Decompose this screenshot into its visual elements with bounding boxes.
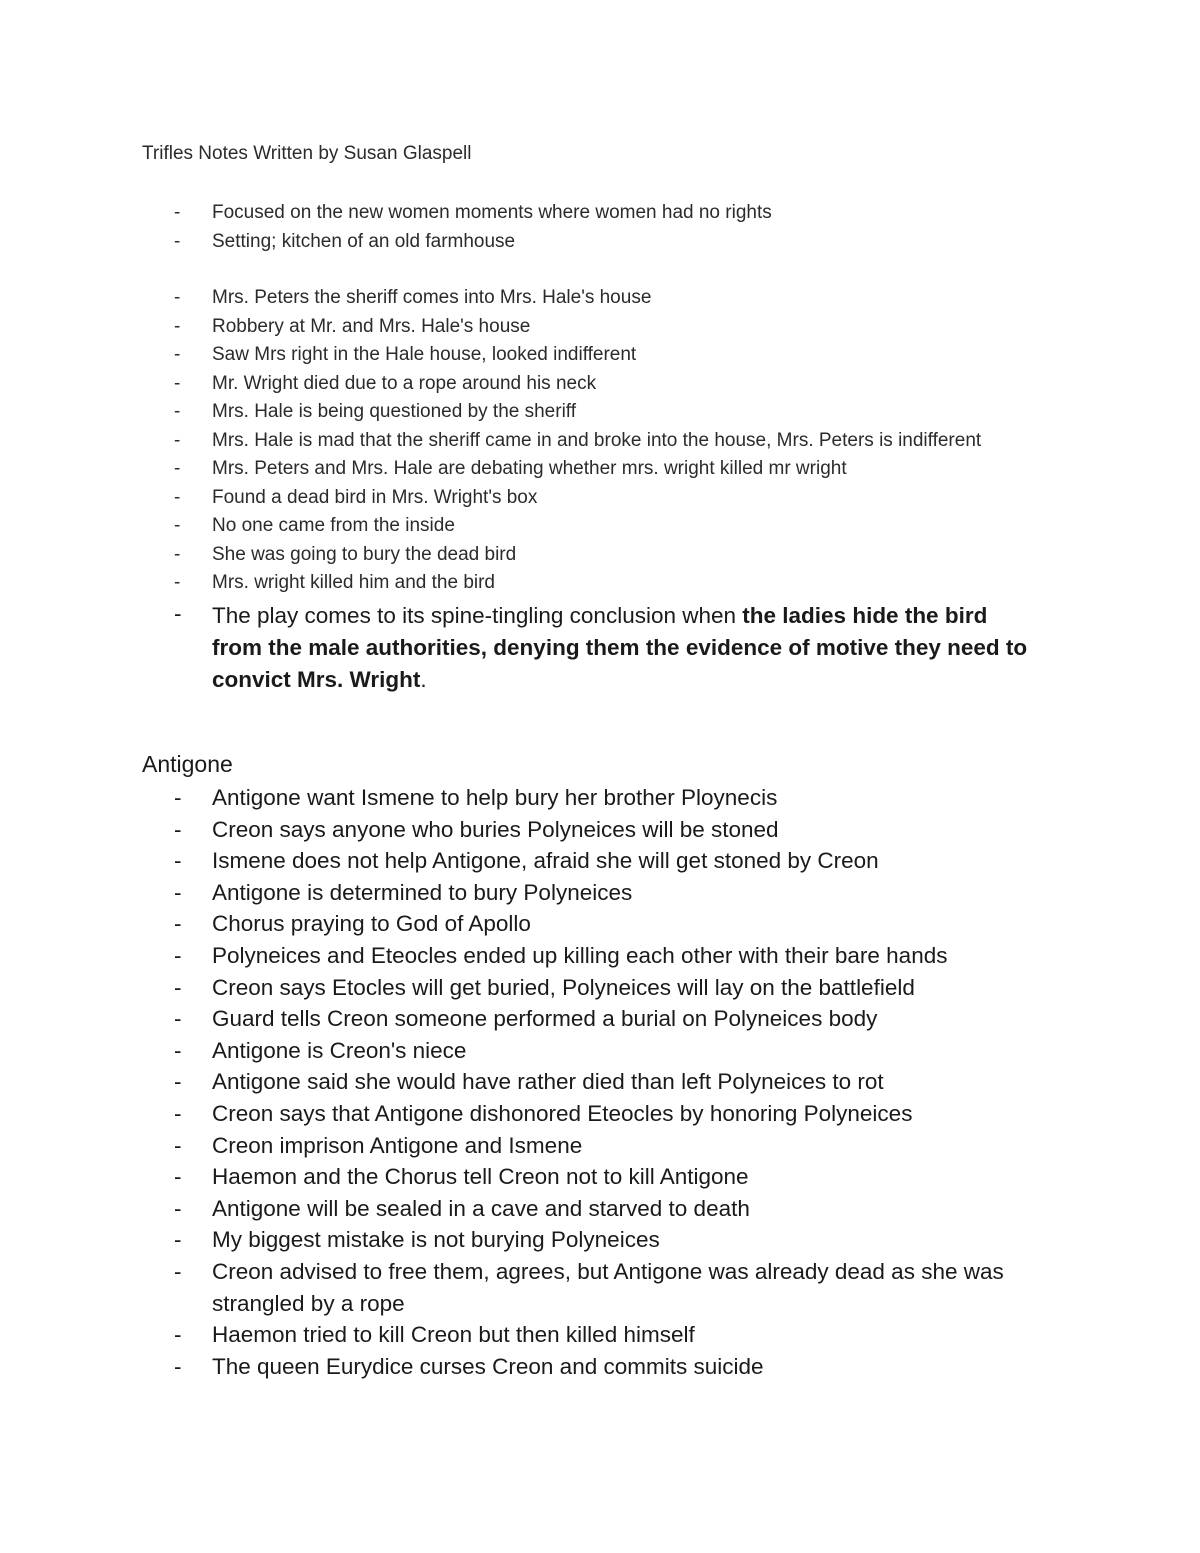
bullet-dash: - — [174, 1227, 182, 1253]
list-item-text: Mr. Wright died due to a rope around his neck — [212, 372, 597, 394]
antigone-heading: Antigone — [142, 751, 233, 777]
list-item-text: Creon says that Antigone dishonored Eteocles by honoring Polyneices — [212, 1100, 913, 1126]
antigone-notes-list — [142, 782, 1042, 1382]
bullet-dash: - — [174, 429, 181, 451]
trifles-notes-list — [142, 284, 1042, 696]
list-item-text: Mrs. Peters and Mrs. Hale are debating whether mrs. wright killed mr wright — [212, 458, 847, 479]
list-item-text: My biggest mistake is not burying Polyneices — [212, 1227, 660, 1253]
list-item-text: Robbery at Mr. and Mrs. Hale's house — [212, 315, 531, 337]
list-item — [142, 541, 1042, 570]
list-item — [142, 398, 1042, 427]
list-item-text: Mrs. wright killed him and the bird — [212, 572, 495, 593]
list-item — [142, 199, 1042, 228]
list-item — [142, 1066, 1042, 1098]
bullet-dash: - — [174, 287, 181, 308]
list-item — [142, 845, 1042, 877]
list-item-text: Antigone is determined to bury Polyneices — [212, 879, 633, 905]
bullet-dash: - — [174, 543, 181, 565]
list-item — [142, 1035, 1042, 1067]
bullet-dash: - — [174, 1195, 182, 1221]
list-item — [142, 1193, 1042, 1225]
bullet-dash: - — [174, 1132, 182, 1158]
list-item-text: Creon advised to free them, agrees, but Antigone was already dead as she was strangled by a rope — [212, 1258, 1004, 1316]
bullet-dash: - — [174, 515, 181, 536]
list-item — [142, 1098, 1042, 1130]
list-item-text: Haemon tried to kill Creon but then killed himself — [212, 1322, 695, 1348]
list-item-text: Antigone will be sealed in a cave and starved to death — [212, 1195, 750, 1221]
bullet-dash: - — [174, 572, 181, 593]
list-item-text: Creon imprison Antigone and Ismene — [212, 1132, 583, 1158]
list-item — [142, 972, 1042, 1004]
list-item — [142, 877, 1042, 909]
bullet-dash: - — [174, 1164, 182, 1190]
bullet-dash: - — [174, 1258, 182, 1284]
list-item-text: Antigone is Creon's niece — [212, 1037, 467, 1063]
list-item — [142, 341, 1042, 370]
list-item-text: Found a dead bird in Mrs. Wright's box — [212, 486, 538, 508]
list-item-conclusion — [142, 598, 1042, 696]
bullet-dash: - — [174, 202, 181, 223]
list-item — [142, 228, 1042, 257]
list-item — [142, 1003, 1042, 1035]
list-item — [142, 569, 1042, 598]
list-item-text: Polyneices and Eteocles ended up killing each other with their bare hands — [212, 942, 948, 968]
list-item — [142, 370, 1042, 399]
list-item — [142, 1351, 1042, 1383]
document-title: Trifles Notes Written by Susan Glaspell — [142, 143, 472, 164]
list-item-text: Saw Mrs right in the Hale house, looked indifferent — [212, 344, 637, 365]
bullet-dash: - — [174, 816, 182, 842]
list-item — [142, 1319, 1042, 1351]
list-item-text: Mrs. Peters the sheriff comes into Mrs. Hale's house — [212, 287, 652, 308]
list-item — [142, 427, 1042, 456]
list-item-text: Focused on the new women moments where women had no rights — [212, 202, 772, 223]
list-item-text: No one came from the inside — [212, 515, 455, 536]
conclusion-end-text: . — [420, 666, 427, 692]
bullet-dash: - — [174, 486, 181, 508]
bullet-dash: - — [174, 974, 182, 1000]
list-item-text: She was going to bury the dead bird — [212, 543, 517, 565]
list-item-text: Mrs. Hale is mad that the sheriff came in and broke into the house, Mrs. Peters is indifferent — [212, 429, 982, 451]
list-item — [142, 512, 1042, 541]
list-item-text: Chorus praying to God of Apollo — [212, 911, 531, 937]
list-item-text: Creon says Etocles will get buried, Polyneices will lay on the battlefield — [212, 974, 915, 1000]
bullet-dash: - — [174, 942, 182, 968]
list-item-text: Haemon and the Chorus tell Creon not to kill Antigone — [212, 1164, 749, 1190]
list-item-text: Antigone want Ismene to help bury her brother Ploynecis — [212, 785, 778, 810]
bullet-dash: - — [174, 1100, 182, 1126]
list-item — [142, 284, 1042, 313]
bullet-dash: - — [174, 230, 181, 252]
list-item-text: The queen Eurydice curses Creon and commits suicide — [212, 1353, 764, 1379]
bullet-dash: - — [174, 848, 182, 874]
list-item-text: Setting; kitchen of an old farmhouse — [212, 230, 516, 252]
bullet-dash: - — [174, 372, 181, 394]
list-item — [142, 782, 1042, 814]
bullet-dash: - — [174, 1353, 182, 1379]
conclusion-bold-text: the ladies hide the bird from the male authorities, denying them the evidence of motive they need to convict Mrs. Wright — [212, 602, 1028, 692]
list-item — [142, 940, 1042, 972]
list-item — [142, 313, 1042, 342]
list-item — [142, 908, 1042, 940]
bullet-dash: - — [174, 401, 181, 422]
list-item-text: Guard tells Creon someone performed a burial on Polyneices body — [212, 1006, 878, 1032]
bullet-dash: - — [174, 1006, 182, 1032]
list-item — [142, 814, 1042, 846]
list-item-text: Antigone said she would have rather died than left Polyneices to rot — [212, 1069, 884, 1095]
bullet-dash: - — [174, 1037, 182, 1063]
list-item — [142, 1130, 1042, 1162]
bullet-dash: - — [174, 315, 181, 337]
list-item — [142, 1224, 1042, 1256]
list-item-text: Mrs. Hale is being questioned by the sheriff — [212, 401, 577, 422]
bullet-dash: - — [174, 458, 181, 479]
list-item-text: Ismene does not help Antigone, afraid she will get stoned by Creon — [212, 848, 879, 874]
list-item — [142, 1161, 1042, 1193]
bullet-dash: - — [174, 600, 182, 626]
bullet-dash: - — [174, 785, 182, 810]
list-item-text: Creon says anyone who buries Polyneices will be stoned — [212, 816, 779, 842]
bullet-dash: - — [174, 1322, 182, 1348]
bullet-dash: - — [174, 911, 182, 937]
list-item — [142, 1256, 1042, 1319]
bullet-dash: - — [174, 1069, 182, 1095]
bullet-dash: - — [174, 344, 181, 365]
trifles-notes-list-intro — [142, 199, 1042, 256]
list-item — [142, 484, 1042, 513]
conclusion-plain-text: The play comes to its spine-tingling conclusion when — [212, 602, 743, 628]
list-item — [142, 455, 1042, 484]
bullet-dash: - — [174, 879, 182, 905]
